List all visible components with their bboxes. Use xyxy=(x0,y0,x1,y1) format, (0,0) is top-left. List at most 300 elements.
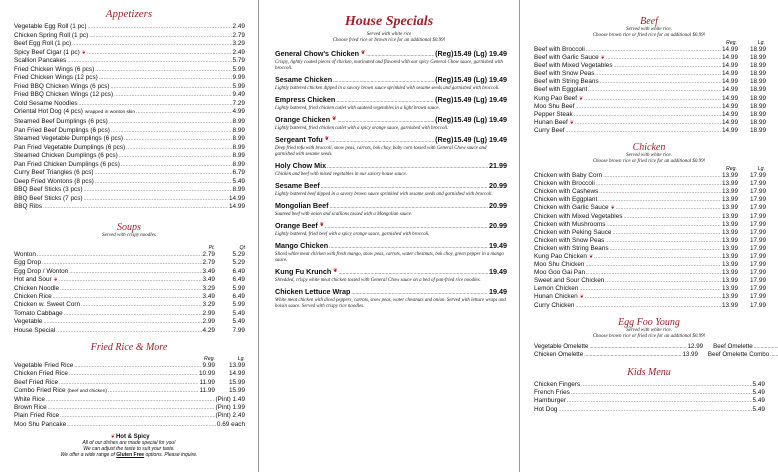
chili-pepper-icon: ❦ xyxy=(333,268,338,274)
dot-leader xyxy=(74,362,201,370)
item-price-lg: 17.99 xyxy=(750,301,766,309)
menu-item-row xyxy=(520,180,778,188)
dot-leader xyxy=(585,261,721,269)
item-price-lg: 17.99 xyxy=(750,204,766,212)
special-item-name: Orange Beef xyxy=(275,221,318,230)
dot-leader xyxy=(109,118,232,127)
menu-item-row xyxy=(520,229,778,237)
item-name: Pan Fried Beef Dumplings (6 pcs) xyxy=(14,126,110,134)
item-name: Pepper Steak xyxy=(534,110,573,118)
item-name: Vegetable Omelette xyxy=(534,342,589,350)
special-item xyxy=(259,201,519,218)
item-name: Beef with String Beans xyxy=(534,78,599,86)
special-item-price: 20.99 xyxy=(489,181,507,190)
item-price: 8.99 xyxy=(232,152,245,160)
special-item-name: Sesame Beef xyxy=(275,181,320,190)
dot-leader xyxy=(43,203,228,212)
menu-item-row xyxy=(0,23,258,32)
dot-leader xyxy=(95,66,231,75)
item-price-reg: 14.99 xyxy=(722,62,738,70)
item-name: Combo Fried Rice xyxy=(14,386,66,394)
item-name: Vegetable xyxy=(14,318,43,326)
item-name: White Rice xyxy=(14,395,45,403)
item-name: Beef with Mixed Vegetables xyxy=(534,62,613,70)
dot-leader xyxy=(126,144,231,153)
egg-foo-young-row xyxy=(520,343,778,351)
dot-leader xyxy=(67,57,231,66)
dot-leader xyxy=(558,406,751,414)
menu-item-row xyxy=(520,277,778,285)
item-price-reg: 13.99 xyxy=(722,293,738,301)
item-name: Beef with Garlic Sauce xyxy=(534,54,599,62)
menu-item-row xyxy=(520,406,778,414)
kids-menu-title: Kids Menu xyxy=(627,366,671,378)
beef-subtitle2: Choose brown rice or fried rice for an additional $0.99! xyxy=(592,33,706,38)
house-specials-subtitle1: Served with white rice xyxy=(366,32,412,37)
dot-leader xyxy=(586,269,721,277)
item-name: Chicken Fingers xyxy=(534,380,581,388)
egg-foo-young-row xyxy=(520,351,778,359)
item-price-lg: 13.99 xyxy=(229,362,245,370)
menu-item-row xyxy=(0,404,258,412)
menu-item-row xyxy=(0,421,258,429)
menu-item-row xyxy=(520,119,778,127)
menu-item-row xyxy=(0,412,258,420)
item-name: Curry Beef Triangles (6 pcs) xyxy=(14,169,94,177)
item-price-reg: 14.99 xyxy=(722,54,738,62)
dot-leader xyxy=(754,343,778,351)
menu-item-row xyxy=(0,396,258,404)
dot-leader xyxy=(95,169,232,178)
menu-item-row xyxy=(520,111,778,119)
special-item xyxy=(259,75,519,92)
special-item-price: 19.49 xyxy=(489,241,507,250)
menu-item-row xyxy=(520,188,778,196)
item-name: Scallion Pancakes xyxy=(14,57,67,65)
dot-leader xyxy=(56,327,201,335)
menu-item-row xyxy=(520,95,778,103)
soups-title: Soups xyxy=(117,222,141,234)
item-name: Vegetable Fried Rice xyxy=(14,362,74,370)
item-price: 5.99 xyxy=(232,65,245,73)
dot-leader xyxy=(581,381,751,389)
dot-leader xyxy=(588,86,721,94)
chili-pepper-icon: ❦ xyxy=(579,294,584,301)
menu-item-row xyxy=(0,57,258,66)
dot-leader xyxy=(366,49,434,60)
dot-leader xyxy=(330,135,434,146)
item-price-lg: 17.99 xyxy=(750,261,766,269)
dot-leader xyxy=(605,277,721,285)
item-price-reg: 14.99 xyxy=(722,86,738,94)
dot-leader xyxy=(337,115,434,126)
menu-item-row xyxy=(0,74,258,83)
item-price-qt: 6.49 xyxy=(232,267,245,275)
item-price-qt: 5.29 xyxy=(232,251,245,259)
item-price: 14.99 xyxy=(229,194,245,202)
dot-leader xyxy=(136,108,232,117)
item-price: 8.99 xyxy=(232,126,245,134)
item-name: Chicken with Broccoli xyxy=(534,180,595,188)
special-item xyxy=(259,135,519,158)
item-price-qt: 5.49 xyxy=(232,318,245,326)
item-price-lg: 14.99 xyxy=(229,370,245,378)
legend-line1: All of our dishes are made special for you! xyxy=(82,439,176,446)
item-name: Beef Egg Roll (1 pc) xyxy=(14,40,72,48)
dot-leader xyxy=(770,351,778,359)
item-name: Cold Sesame Noodles xyxy=(14,99,78,107)
item-price-lg: 17.99 xyxy=(750,277,766,285)
dot-leader xyxy=(69,370,198,378)
item-name: House Special xyxy=(14,326,56,334)
item-price-reg: 13.99 xyxy=(722,212,738,220)
menu-item-row xyxy=(0,310,258,318)
item-name: Tomato Cabbage xyxy=(14,309,63,317)
menu-item-row xyxy=(520,127,778,135)
menu-item-row xyxy=(520,302,778,310)
spicy-legend xyxy=(0,434,258,458)
special-item-header xyxy=(275,221,507,232)
special-item-price: (Reg)15.49 (Lg) 19.49 xyxy=(435,75,507,84)
item-price-lg: 18.99 xyxy=(750,102,766,110)
item-name: Hunan Beef xyxy=(534,118,568,126)
menu-item-row xyxy=(520,70,778,78)
menu-item-row xyxy=(520,269,778,277)
item-name: Fried Chicken Wings (6 pcs) xyxy=(14,65,95,73)
item-price: 5.49 xyxy=(752,380,765,388)
item-name: Kung Pao Chicken xyxy=(534,252,587,260)
menu-item-row xyxy=(0,49,258,58)
special-item-description: Shredded, crispy white meat chicken tossed with General Chow sauce on a bed of pan-fried rice noodles. xyxy=(275,278,481,283)
dot-leader xyxy=(623,213,721,221)
item-name: Deep Fried Wontons (8 pcs) xyxy=(14,177,94,185)
item-name: Oriental Hot Dog (4 pcs) xyxy=(14,108,83,116)
dot-leader xyxy=(43,318,201,326)
item-price-reg: 13.99 xyxy=(722,188,738,196)
special-item-header xyxy=(275,115,507,126)
item-price: 2.79 xyxy=(232,31,245,39)
special-item xyxy=(259,95,519,112)
soups-list xyxy=(0,251,258,335)
item-price: 5.49 xyxy=(752,389,765,397)
chili-pepper-icon: ❦ xyxy=(361,50,366,56)
chicken-subtitle2: Choose brown rice or fried rice for an additional $0.99! xyxy=(592,159,706,165)
item-name: Beef Omelette Combo xyxy=(707,350,770,358)
dot-leader xyxy=(339,267,489,278)
chili-pepper-icon: ❦ xyxy=(110,433,115,440)
menu-item-row xyxy=(520,78,778,86)
menu-item-row xyxy=(0,118,258,127)
dot-leader xyxy=(336,95,434,106)
item-name: Pan Fried Chicken Dumplings (6 pcs) xyxy=(14,160,120,168)
special-item xyxy=(259,241,519,264)
menu-item-row xyxy=(520,389,778,397)
egg-foo-young-subtitle1: Served with white rice. xyxy=(626,327,672,333)
beef-subtitle1: Served with white rice. xyxy=(626,27,672,32)
special-item-price: 20.99 xyxy=(489,201,507,210)
item-name: Hunan Chicken xyxy=(534,293,578,301)
item-name: Spicy Beef Cigar (1 pc) xyxy=(14,48,80,56)
special-item xyxy=(259,49,519,72)
legend-line2: We can adjust the taste to suit your taste. xyxy=(83,445,175,452)
item-name: Beef Fried Rice xyxy=(14,378,59,386)
menu-item-row xyxy=(520,172,778,180)
fried-rice-title: Fried Rice & More xyxy=(90,342,168,354)
item-name: Wonton xyxy=(14,251,36,259)
item-name: Moo Shu Pancake xyxy=(14,420,67,428)
legend-line3 xyxy=(10,452,248,458)
dot-leader xyxy=(574,111,721,119)
chicken-title: Chicken xyxy=(632,142,666,154)
item-name: Chicken with Baby Corn xyxy=(534,172,603,180)
item-name: Steamed Beef Dumplings (6 pcs) xyxy=(14,118,108,126)
menu-item-row xyxy=(0,127,258,136)
item-price-lg: 18.99 xyxy=(750,54,766,62)
item-price-pt: 3.49 xyxy=(202,276,215,284)
item-price: 5.99 xyxy=(232,82,245,90)
menu-item-row xyxy=(0,40,258,49)
special-item-description: Lightly battered beef dipped in a savory brown sauce sprinkled with sesame seeds and garnished with broccoli. xyxy=(275,192,493,197)
dot-leader xyxy=(575,119,721,127)
special-item-header xyxy=(275,267,507,278)
egg-foo-young-right xyxy=(708,351,778,359)
dot-leader xyxy=(586,46,721,54)
special-item-description: Lightly battered chicken dipped in a savory brown sauce sprinkled with sesame seeds and garnished with broccoli. xyxy=(275,86,500,91)
special-item-header xyxy=(275,95,507,106)
legend-line3-pre: We offer a wide range of xyxy=(60,451,115,458)
special-item-header xyxy=(275,49,507,60)
dot-leader xyxy=(610,245,721,253)
dot-leader xyxy=(351,287,488,298)
item-price: (Pint) 1.99 xyxy=(215,404,245,412)
item-name: Kung Pao Beef xyxy=(534,94,577,102)
item-price-pt: 4.29 xyxy=(202,326,215,334)
menu-item-row xyxy=(520,397,778,405)
dot-leader xyxy=(595,70,721,78)
special-item-price: 20.99 xyxy=(489,221,507,230)
special-item-description: White meat chicken with diced peppers, carrots, snow peas, water chestnuts and onion. Served with lettuce wraps and hoisin sauce. Served with crispy rice noodles. xyxy=(275,298,506,309)
menu-item-row xyxy=(0,203,258,212)
dot-leader xyxy=(121,161,232,170)
right-column xyxy=(520,0,778,472)
special-item-name: Chicken Lettuce Wrap xyxy=(275,287,351,296)
item-price-lg: 17.99 xyxy=(750,293,766,301)
chili-pepper-icon: ❦ xyxy=(332,116,337,122)
item-price: 5.79 xyxy=(232,57,245,65)
special-item-description: Sliced white meat chicken with fresh mango, snow peas, carrots, water chestnuts, bok choy, green pepper in a mango sauce. xyxy=(275,252,504,263)
item-price-lg: 18.99 xyxy=(750,62,766,70)
chicken-col-reg: Reg. xyxy=(726,166,737,173)
special-item-header xyxy=(275,75,507,86)
item-name: Chicken w. Sweet Corn xyxy=(14,301,81,309)
dot-leader xyxy=(599,188,721,196)
menu-item-row xyxy=(520,196,778,204)
item-price-qt: 6.49 xyxy=(232,293,245,301)
menu-item-row xyxy=(520,245,778,253)
item-price-lg: 17.99 xyxy=(750,269,766,277)
kids-menu-list xyxy=(520,381,778,415)
item-name: Plain Fried Rice xyxy=(14,412,60,420)
item-price: 2.49 xyxy=(232,48,245,56)
chili-pepper-icon: ❦ xyxy=(81,49,86,56)
item-price-reg: 13.99 xyxy=(722,269,738,277)
item-price-lg: 17.99 xyxy=(750,285,766,293)
chili-pepper-icon: ❦ xyxy=(588,253,594,260)
special-item-header xyxy=(275,241,507,252)
menu-item-row xyxy=(0,144,258,153)
special-item xyxy=(259,115,519,132)
menu-item-row xyxy=(0,362,258,370)
special-item-price: (Reg)15.49 (Lg) 19.49 xyxy=(435,49,507,58)
dot-leader xyxy=(600,78,721,86)
item-name: Sweet and Sour Chicken xyxy=(534,277,605,285)
menu-item-row xyxy=(520,381,778,389)
egg-foo-young-left xyxy=(534,351,698,359)
item-price: 5.49 xyxy=(232,177,245,185)
dot-leader xyxy=(53,293,202,301)
menu-item-row xyxy=(520,54,778,62)
item-price-reg: 13.99 xyxy=(722,261,738,269)
item-price-reg: 13.99 xyxy=(722,301,738,309)
dot-leader xyxy=(84,195,228,204)
menu-item-row xyxy=(520,253,778,261)
dot-leader xyxy=(111,83,232,92)
item-price-qt: 5.99 xyxy=(232,301,245,309)
menu-item-row xyxy=(520,261,778,269)
special-item-price: (Reg)15.49 (Lg) 19.49 xyxy=(435,135,507,144)
item-price-reg: 13.99 xyxy=(722,196,738,204)
dot-leader xyxy=(327,161,488,172)
legend-line3-post: options. Please inquire. xyxy=(145,451,198,458)
item-price-lg: 17.99 xyxy=(750,228,766,236)
item-price-pt: 3.29 xyxy=(202,284,215,292)
legend-gluten-free: Gluten Free xyxy=(116,451,145,458)
dot-leader xyxy=(108,387,199,395)
item-price-reg: 14.99 xyxy=(722,78,738,86)
menu-item-row xyxy=(520,62,778,70)
item-price-qt: 7.99 xyxy=(232,326,245,334)
menu-item-row xyxy=(0,285,258,293)
item-price-pt: 3.29 xyxy=(202,301,215,309)
item-name: Chicken with Snow Peas xyxy=(534,236,605,244)
item-price-lg: 17.99 xyxy=(750,212,766,220)
dot-leader xyxy=(606,54,721,62)
item-price-lg: 17.99 xyxy=(750,252,766,260)
menu-item-row xyxy=(0,327,258,335)
menu-item-row xyxy=(0,178,258,187)
item-name: Chicken with String Beans xyxy=(534,244,609,252)
chili-pepper-icon: ❦ xyxy=(579,95,584,102)
item-price: 8.99 xyxy=(232,186,245,194)
dot-leader xyxy=(60,285,201,293)
special-item-description: Lightly battered, fried chicken cutlet with a spicy orange sauce, garnished with broccoli. xyxy=(275,126,449,131)
dot-leader xyxy=(603,172,721,180)
special-item-name: Orange Chicken xyxy=(275,115,331,124)
item-name: Vegetable Egg Roll (1 pc) xyxy=(14,23,87,30)
special-item-description: Sauteed beef with onion and scallions tossed with a Mongolian sauce. xyxy=(275,212,413,217)
dot-leader xyxy=(95,178,232,187)
menu-item-row xyxy=(520,46,778,54)
special-item-header xyxy=(275,135,507,146)
special-item xyxy=(259,221,519,238)
item-name: Egg Drop / Wonton xyxy=(14,267,69,275)
beef-col-reg: Reg. xyxy=(726,40,737,46)
item-price-pt: 3.49 xyxy=(202,267,215,275)
item-price-reg: 14.99 xyxy=(722,118,738,126)
item-price-reg: 10.99 xyxy=(199,370,215,378)
dot-leader xyxy=(614,62,721,70)
item-price: 6.79 xyxy=(232,169,245,177)
item-name: Chicken with Cashews xyxy=(534,188,599,196)
item-price-pt: 2.99 xyxy=(202,318,215,326)
special-item-name: Empress Chicken xyxy=(275,95,336,104)
dot-leader xyxy=(594,253,721,261)
special-item-price: 19.49 xyxy=(489,287,507,296)
chicken-subtitle1: Served with white rice. xyxy=(626,153,672,159)
menu-item-row xyxy=(0,318,258,326)
special-item-price: (Reg)15.49 (Lg) 19.49 xyxy=(435,115,507,124)
item-price-qt: 6.49 xyxy=(232,276,245,284)
item-name: Chicken with Peking Sauce xyxy=(534,228,612,236)
item-price: (Pint) 2.49 xyxy=(215,412,245,420)
item-price-qt: 5.29 xyxy=(232,259,245,267)
item-name: Moo Goo Gai Pan xyxy=(534,269,586,277)
menu-item-row xyxy=(0,259,258,267)
item-price: 8.99 xyxy=(232,118,245,126)
item-name: Hot and Sour xyxy=(14,276,52,284)
item-price-lg: 18.99 xyxy=(750,70,766,78)
dot-leader xyxy=(576,302,722,310)
item-price-reg: 9.99 xyxy=(202,362,215,370)
item-price-lg: 17.99 xyxy=(750,236,766,244)
special-item xyxy=(259,181,519,198)
special-item-price: 19.49 xyxy=(489,267,507,276)
chili-pepper-icon: ❦ xyxy=(610,205,615,212)
special-item-description: Lightly battered, fried chicken cutlet with sauteed vegetables in a light brown sauce. xyxy=(275,106,440,111)
item-price: 9.99 xyxy=(232,74,245,82)
item-price: 12.99 xyxy=(687,342,704,350)
item-name: Egg Drop xyxy=(14,259,41,267)
dot-leader xyxy=(566,127,721,135)
item-price-lg: 18.99 xyxy=(750,86,766,94)
item-price-pt: 2.79 xyxy=(202,259,215,267)
chili-pepper-icon: ❦ xyxy=(600,55,605,62)
item-price-qt: 5.49 xyxy=(232,309,245,317)
item-price-reg: 13.99 xyxy=(722,285,738,293)
dot-leader xyxy=(67,421,216,429)
item-price-reg: 13.99 xyxy=(722,244,738,252)
special-item-name: Holy Chow Mix xyxy=(275,161,327,170)
house-specials-list xyxy=(259,49,519,310)
special-item-header xyxy=(275,287,507,298)
item-price-lg: 15.99 xyxy=(229,386,245,394)
item-name: Fried BBQ Chicken Wings (12 pcs) xyxy=(14,91,114,99)
special-item-header xyxy=(275,181,507,192)
dot-leader xyxy=(325,221,488,232)
item-price-reg: 13.99 xyxy=(722,277,738,285)
item-price: 8.99 xyxy=(232,135,245,143)
special-item-name: Sergeant Tofu xyxy=(275,135,323,144)
item-name: Chicken Omelette xyxy=(534,350,584,358)
middle-column xyxy=(258,0,520,472)
chili-pepper-icon: ❦ xyxy=(569,119,574,126)
item-price-reg: 13.99 xyxy=(722,180,738,188)
egg-foo-young-left xyxy=(534,343,703,351)
menu-item-row xyxy=(520,237,778,245)
item-name: Beef with Snow Peas xyxy=(534,70,595,78)
dot-leader xyxy=(596,180,721,188)
item-price: 2.49 xyxy=(232,23,245,30)
